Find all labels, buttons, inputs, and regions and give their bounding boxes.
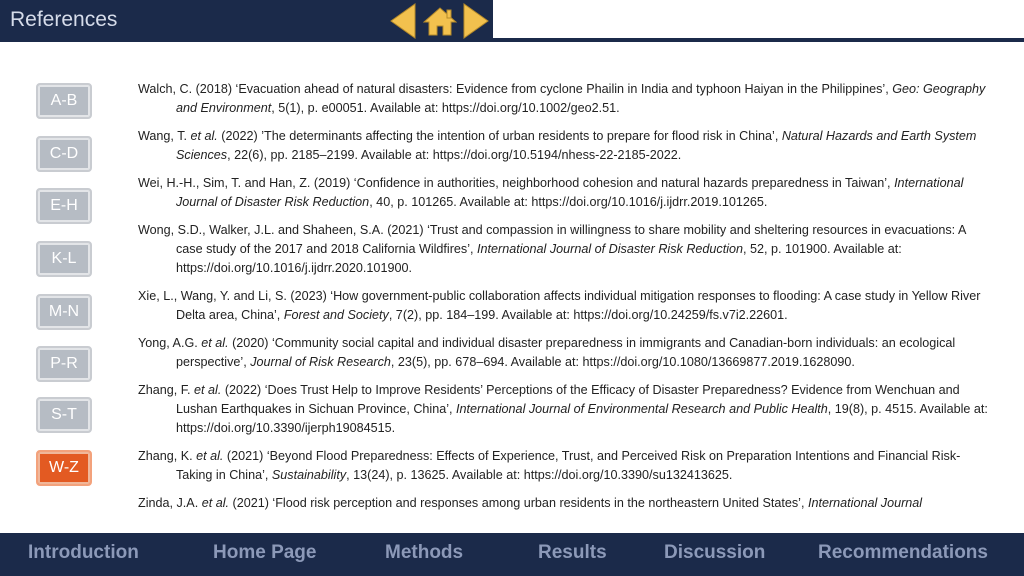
reference-details: , 19(8), p. 4515. Available at: https://doi.org/10.3390/ijerph19084515.	[176, 402, 988, 435]
reference-entry	[138, 334, 988, 372]
page-title: References	[10, 8, 118, 31]
sidebar-item-m-n[interactable]: M-N	[36, 294, 92, 330]
reference-etal: et al.	[190, 129, 218, 143]
reference-title: (2022) ’The determinants affecting the intention of urban residents to prepare for flood risk in China’,	[217, 129, 782, 143]
footer-nav	[0, 533, 1024, 576]
reference-journal: Journal of Risk Research	[250, 355, 391, 369]
reference-text: Wei, H.-H., Sim, T. and Han, Z. (2019) ‘Confidence in authorities, neighborhood cohesion and natural hazards preparedness in Taiwan’,	[138, 176, 895, 190]
footer-link-home-page[interactable]: Home Page	[213, 542, 317, 563]
reference-entry	[138, 127, 988, 165]
reference-etal: et al.	[196, 449, 224, 463]
reference-text: Zhang, F.	[138, 383, 195, 397]
reference-journal: International Journal	[807, 496, 923, 510]
previous-button[interactable]	[390, 3, 416, 39]
reference-entry	[138, 221, 988, 278]
footer-link-discussion[interactable]: Discussion	[664, 542, 766, 563]
reference-entry	[138, 381, 988, 438]
reference-title: (2022) ‘Does Trust Help to Improve Residents’ Perceptions of the Efficacy of Disaster Preparedness? Evidence from Wenchuan and Lushan Earthquakes in Sichuan Province, China’,	[176, 383, 960, 416]
sidebar-item-a-b[interactable]: A-B	[36, 83, 92, 119]
reference-text: Zinda, J.A.	[138, 496, 202, 510]
arrow-right-icon	[463, 3, 489, 39]
sidebar-item-e-h[interactable]: E-H	[36, 188, 92, 224]
reference-details: , 23(5), pp. 678–694. Available at: https://doi.org/10.1080/13669877.2019.1628090.	[390, 355, 855, 369]
footer-link-methods[interactable]: Methods	[385, 542, 464, 563]
reference-text: Zhang, K.	[138, 449, 197, 463]
reference-title: (2021) ‘Flood risk perception and responses among urban residents in the northeastern United States’,	[229, 496, 808, 510]
footer-link-recommendations[interactable]: Recommendations	[818, 542, 988, 563]
sidebar-item-s-t[interactable]: S-T	[36, 397, 92, 433]
footer-link-results[interactable]: Results	[538, 542, 607, 563]
sidebar-item-k-l[interactable]: K-L	[36, 241, 92, 277]
reference-text: Xie, L., Wang, Y. and Li, S. (2023) ‘How government-public collaboration affects individual mitigation responses to flooding: A case study in Yellow River Delta area, China’,	[138, 289, 981, 322]
reference-details: , 22(6), pp. 2185–2199. Available at: https://doi.org/10.5194/nhess-22-2185-2022.	[227, 148, 682, 162]
reference-journal: International Journal of Disaster Risk Reduction	[477, 242, 744, 256]
home-button[interactable]	[423, 6, 457, 36]
reference-journal: Geo: Geography and Environment	[176, 82, 986, 115]
reference-title: (2020) ‘Community social capital and individual disaster preparedness in immigrants and Canadian-born individuals: an ecological perspective’,	[176, 336, 956, 369]
reference-details: , 40, p. 101265. Available at: https://doi.org/10.1016/j.ijdrr.2019.101265.	[369, 195, 768, 209]
reference-text: Wang, T.	[138, 129, 191, 143]
reference-journal: International Journal of Disaster Risk Reduction	[176, 176, 964, 209]
home-icon	[423, 6, 457, 36]
reference-journal: Sustainability	[271, 468, 347, 482]
reference-details: , 52, p. 101900. Available at: https://doi.org/10.1016/j.ijdrr.2020.101900.	[176, 242, 902, 275]
arrow-left-icon	[390, 3, 416, 39]
sidebar-item-c-d[interactable]: C-D	[36, 136, 92, 172]
header-bar	[0, 0, 493, 42]
reference-text: Wong, S.D., Walker, J.L. and Shaheen, S.A. (2021) ‘Trust and compassion in willingness to share mobility and sheltering resources in evacuations: A case study of the 2017 and 2018 California Wildfires’,	[138, 223, 966, 256]
reference-details: , 7(2), pp. 184–199. Available at: https://doi.org/10.24259/fs.v7i2.22601.	[388, 308, 788, 322]
reference-etal: et al.	[194, 383, 222, 397]
next-button[interactable]	[463, 3, 489, 39]
reference-journal: Forest and Society	[283, 308, 389, 322]
reference-journal: International Journal of Environmental Research and Public Health	[456, 402, 828, 416]
reference-text: Walch, C. (2018) ‘Evacuation ahead of natural disasters: Evidence from cyclone Phailin in India and typhoon Haiyan in the Philippines’,	[138, 82, 893, 96]
reference-entry	[138, 494, 988, 512]
reference-entry	[138, 447, 988, 485]
references-list	[138, 80, 988, 512]
reference-journal: Natural Hazards and Earth System Sciences	[176, 129, 977, 162]
sidebar-item-w-z[interactable]: W-Z	[36, 450, 92, 486]
reference-details: , 13(24), p. 13625. Available at: https://doi.org/10.3390/su132413625.	[346, 468, 733, 482]
reference-entry	[138, 174, 988, 212]
sidebar-item-p-r[interactable]: P-R	[36, 346, 92, 382]
reference-etal: et al.	[201, 496, 230, 510]
reference-entry	[138, 80, 988, 118]
reference-etal: et al.	[201, 336, 229, 350]
reference-details: , 5(1), p. e00051. Available at: https://doi.org/10.1002/geo2.51.	[271, 101, 620, 115]
reference-entry	[138, 287, 988, 325]
footer-link-introduction[interactable]: Introduction	[28, 542, 139, 563]
reference-title: (2021) ‘Beyond Flood Preparedness: Effects of Experience, Trust, and Perceived Risk on Preparation Intentions and Financial Risk-Taking in China’,	[176, 449, 961, 482]
header-divider	[0, 38, 1024, 42]
reference-text: Yong, A.G.	[138, 336, 202, 350]
